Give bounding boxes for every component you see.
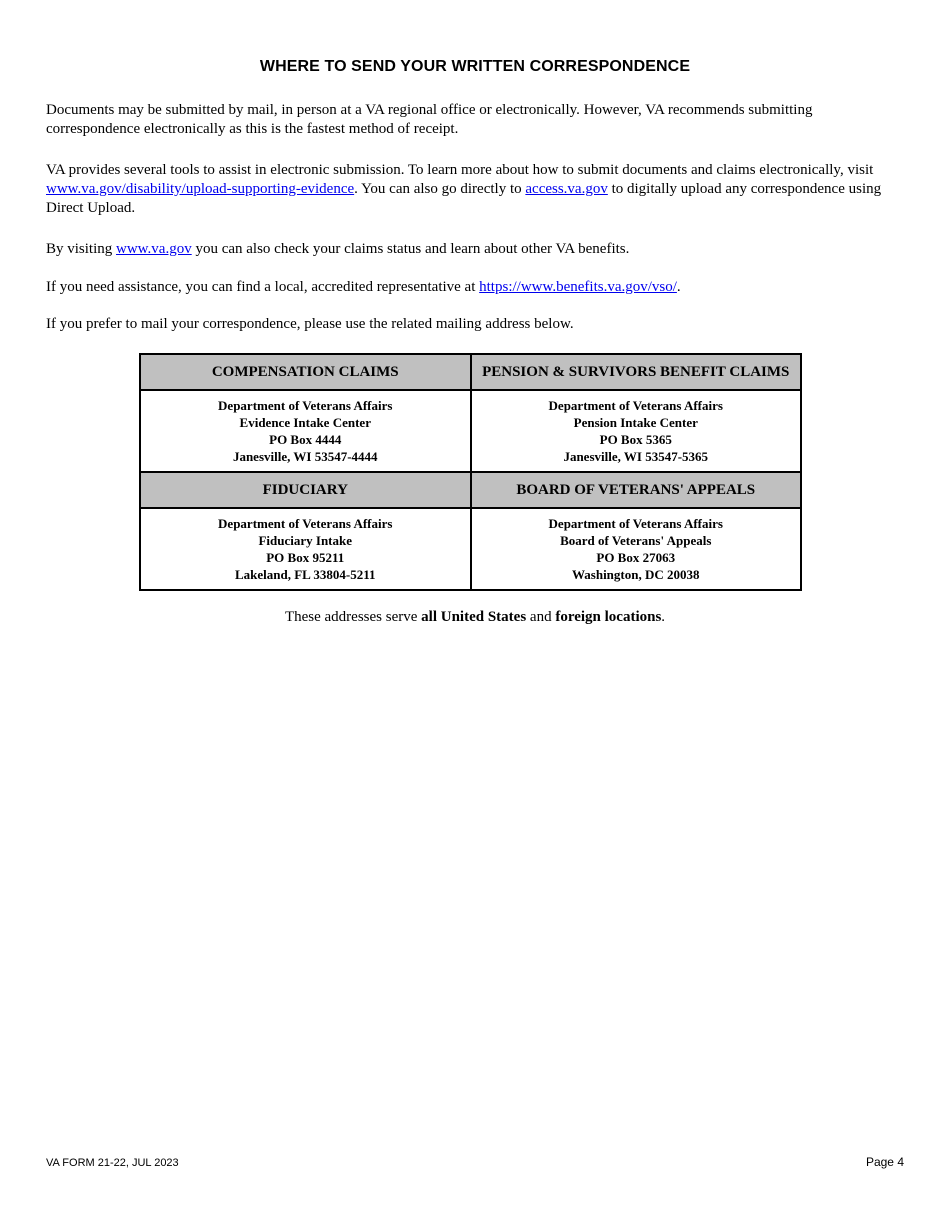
address-fiduciary [140,508,471,590]
address-line: Board of Veterans' Appeals [560,533,712,548]
address-line: Department of Veterans Affairs [548,398,723,413]
address-line: Lakeland, FL 33804-5211 [235,567,376,582]
link-vso[interactable]: https://www.benefits.va.gov/vso/ [479,279,677,295]
text: to digitally upload any correspondence using Direct Upload. [46,181,882,216]
text: VA provides several tools to assist in electronic submission. To learn more about how to submit documents and claims electronically, visit [46,162,874,178]
address-line: Department of Veterans Affairs [218,398,393,413]
address-compensation-claims [140,390,471,472]
paragraph-assistance [46,278,896,297]
form-number: VA FORM 21-22, JUL 2023 [46,1157,179,1169]
link-upload-supporting-evidence[interactable]: www.va.gov/disability/upload-supporting-evidence [46,181,355,197]
text: By visiting [46,241,117,257]
addresses-serve-note [0,609,950,626]
paragraph-electronic-tools [46,161,896,218]
address-line: Washington, DC 20038 [572,567,700,582]
mailing-address-table [139,353,802,591]
text: If you need assistance, you can find a local, accredited representative at [46,279,480,295]
page-title: WHERE TO SEND YOUR WRITTEN CORRESPONDENCE [259,58,691,75]
address-line: Janesville, WI 53547-5365 [563,449,709,464]
text: . [676,279,681,295]
text: . [661,609,666,625]
address-line: PO Box 95211 [266,550,345,565]
address-line: PO Box 4444 [269,432,342,447]
text: and [526,609,556,625]
header-pension-survivors: PENSION & SURVIVORS BENEFIT CLAIMS [471,354,802,390]
page-number: Page 4 [865,1155,904,1169]
address-line: PO Box 27063 [596,550,676,565]
text: These addresses serve [284,609,422,625]
paragraph-mail-intro: If you prefer to mail your correspondence, please use the related mailing address below. [46,316,574,332]
paragraph-submission-methods: Documents may be submitted by mail, in person at a VA regional office or electronically. However, VA recommends submitting correspondence electronically as this is the fastest method of receipt. [46,102,813,137]
link-access-va-gov[interactable]: access.va.gov [525,181,608,197]
address-line: Fiduciary Intake [258,533,353,548]
address-line: Evidence Intake Center [239,415,371,430]
address-pension-survivors [471,390,802,472]
address-line: Janesville, WI 53547-4444 [232,449,378,464]
address-board-of-veterans-appeals [471,508,802,590]
header-compensation-claims: COMPENSATION CLAIMS [140,354,471,390]
header-board-of-veterans-appeals: BOARD OF VETERANS' APPEALS [471,472,802,508]
address-line: Pension Intake Center [573,415,698,430]
address-line: Department of Veterans Affairs [548,516,723,531]
text: you can also check your claims status and learn about other VA benefits. [191,241,630,257]
header-fiduciary: FIDUCIARY [140,472,471,508]
text-bold: all United States [421,609,527,625]
address-line: Department of Veterans Affairs [218,516,393,531]
paragraph-claims-status [46,240,896,259]
text: . You can also go directly to [354,181,526,197]
link-va-gov[interactable]: www.va.gov [116,241,192,257]
address-line: PO Box 5365 [599,432,672,447]
text-bold: foreign locations [555,609,662,625]
